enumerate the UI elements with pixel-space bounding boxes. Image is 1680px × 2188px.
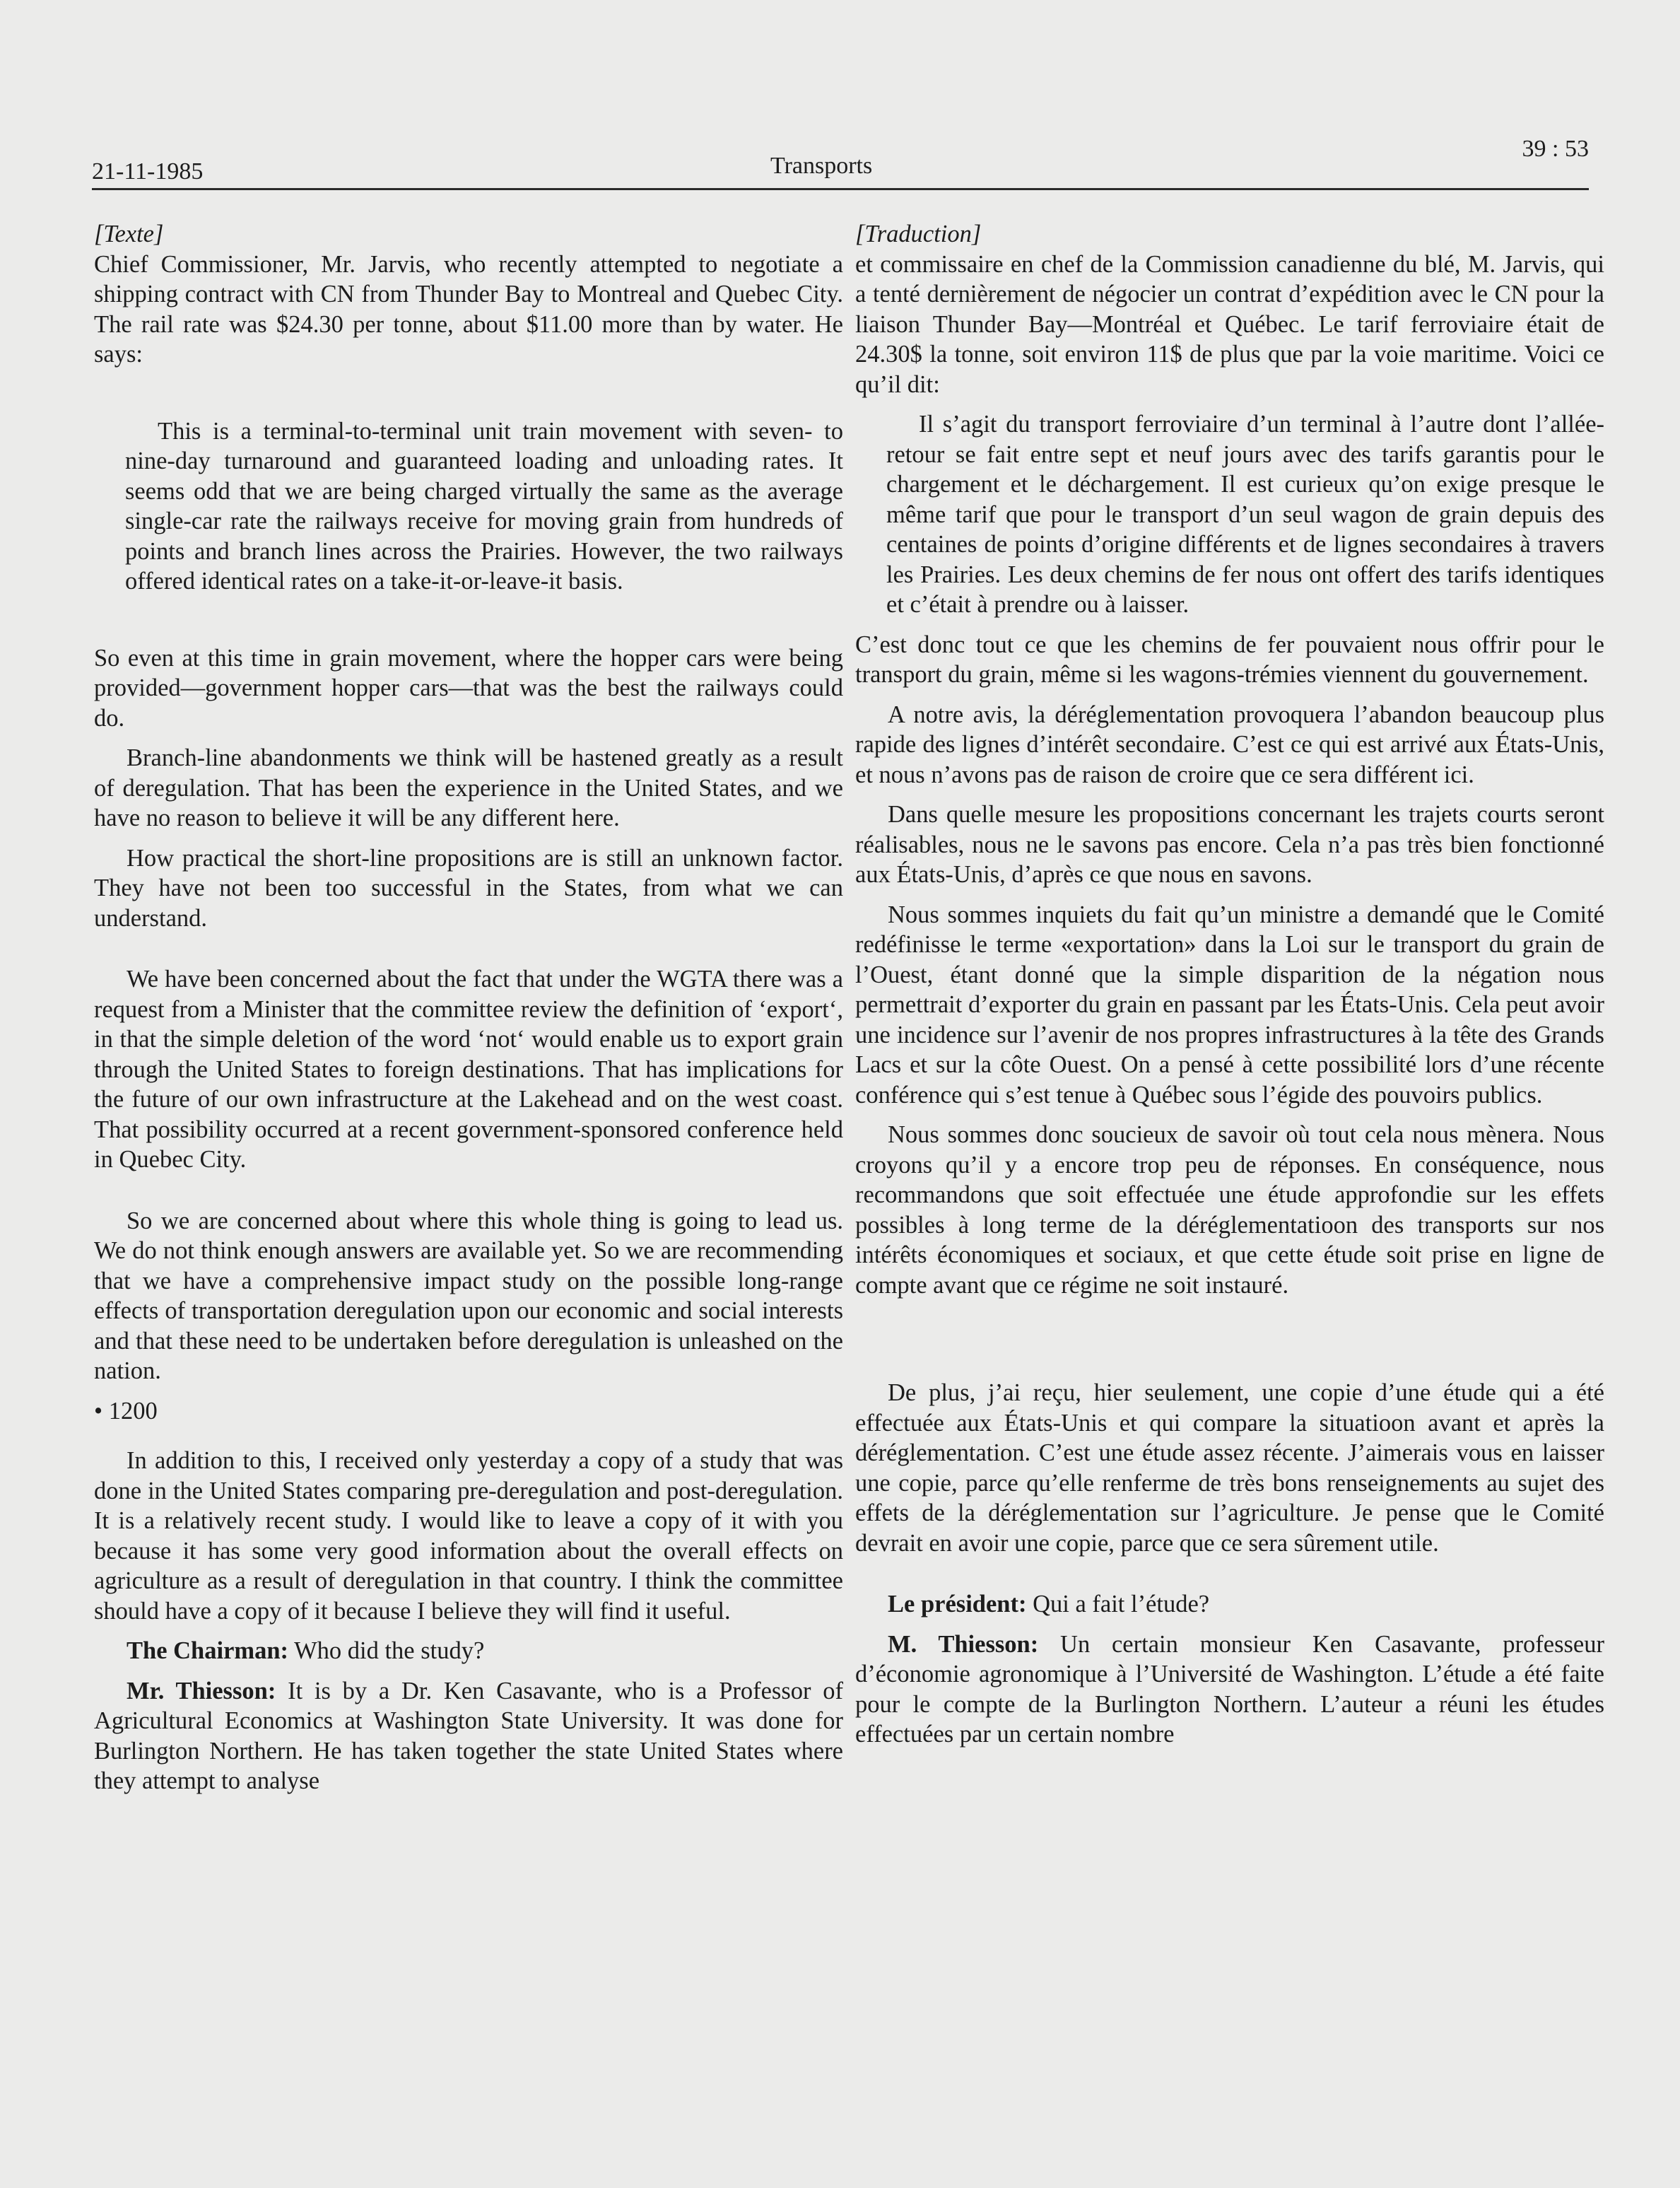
paragraph: C’est donc tout ce que les chemins de fer pouvaient nous offrir pour le transport du grain, même si les wagons-trémies viennent du gouvernement. <box>855 631 1604 688</box>
speaker-name: The Chairman: <box>127 1637 289 1664</box>
speech-text: It is by a Dr. Ken Casavante, who is a Professor of Agricultural Economics at Washington State University. It was done for Burlington Northern. He has taken together the state United States where they attempt to analyse <box>94 1677 843 1794</box>
text-tag: [Texte] <box>94 221 164 247</box>
header-page-number: 39 : 53 <box>1522 136 1589 162</box>
speech-text: Who did the study? <box>288 1637 485 1664</box>
paragraph: So we are concerned about where this whole thing is going to lead us. We do not think enough answers are available yet. So we are recommending that we have a comprehensive impact study on the possible long-range effects of transportation deregulation upon our economic and social interests and that these need to be undertaken before deregulation is unleashed on the nation. <box>94 1207 843 1384</box>
block-quote: This is a terminal-to-terminal unit train movement with seven- to nine-day turnaround and guaranteed loading and unloading rates. It seems odd that we are being charged virtually the same as the average single-car rate the railways receive for moving grain from hundreds of points and branch lines across the Prairies. However, the two railways offered identical rates on a take-it-or-leave-it basis. <box>125 417 843 595</box>
chairman-question <box>855 1589 1604 1620</box>
paragraph: Chief Commissioner, Mr. Jarvis, who recently attempted to negotiate a shipping contract with CN from Thunder Bay to Montreal and Quebec City. The rail rate was $24.30 per tonne, about $11.00 more than by water. He says: <box>94 250 843 368</box>
paragraph: et commissaire en chef de la Commission canadienne du blé, M. Jarvis, qui a tenté dernièrement de négocier un contrat d’expédition avec le CN pour la liaison Thunder Bay—Montréal et Québec. Le tarif ferroviaire était de 24.30$ la tonne, soit environ 11$ de plus que par la voie maritime. Voici ce qu’il dit: <box>855 250 1604 398</box>
chairman-question <box>94 1636 843 1666</box>
page-header <box>92 136 1589 190</box>
english-column <box>94 219 843 1796</box>
paragraph: How practical the short-line propositions are is still an unknown factor. They have not been too successful in the States, from what we can understand. <box>94 844 843 932</box>
paragraph: Branch-line abandonments we think will be hastened greatly as a result of deregulation. That has been the experience in the United States, and we have no reason to believe it will be any different here. <box>94 744 843 831</box>
paragraph: Nous sommes inquiets du fait qu’un ministre a demandé que le Comité redéfinisse le terme «exportation» dans la Loi sur le transport du grain de l’Ouest, étant donné que la simple disparition de la négation nous permettrait d’exporter du grain en passant par les États-Unis. Cela peut avoir une incidence sur l’avenir de nos propres infrastructures à la tête des Grands Lacs et sur la côte Ouest. On a pensé à cette possibilité lors d’une récente conférence qui s’est tenue à Québec sous l’égide des pouvoirs publics. <box>855 901 1604 1108</box>
paragraph: A notre avis, la déréglementation provoquera l’abandon beaucoup plus rapide des lignes d’intérêt secondaire. C’est ce qui est arrivé aux États-Unis, et nous n’avons pas de raison de croire que ce sera différent ici. <box>855 701 1604 788</box>
speech-text: Un certain monsieur Ken Casavante, professeur d’économie agronomique à l’Université de Washington. L’étude a été faite pour le compte de la Burlington Northern. L’auteur a réuni les études effectuées par un certain nombre <box>855 1630 1604 1748</box>
translation-tag: [Traduction] <box>855 221 982 247</box>
speaker-name: M. Thiesson: <box>888 1630 1039 1658</box>
paragraph: So even at this time in grain movement, where the hopper cars were being provided—government hopper cars—that was the best the railways could do. <box>94 644 843 732</box>
block-quote: Il s’agit du transport ferroviaire d’un terminal à l’autre dont l’allée-retour se fait entre sept et neuf jours avec des tarifs garantis pour le chargement et le déchargement. Il est curieux qu’on exige presque le même tarif que pour le transport d’un seul wagon de grain depuis des centaines de points d’origine différents et de lignes secondaires à travers les Prairies. Les deux chemins de fer nous ont offert des tarifs identiques et c’était à prendre ou à laisser. <box>886 411 1604 618</box>
paragraph: Dans quelle mesure les propositions concernant les trajets courts seront réalisables, nous ne le savons pas encore. Cela n’a pas très bien fonctionné aux États-Unis, d’après ce que nous en savons. <box>855 801 1604 888</box>
paragraph: Nous sommes donc soucieux de savoir où tout cela nous mènera. Nous croyons qu’il y a encore trop peu de réponses. En conséquence, nous recommandons que soit effectuée une étude approfondie sur les effets possibles à long terme de la déréglementatioon des transports sur nos intérêts économiques et sociaux, et que cette étude soit prise en ligne de compte avant que ce régime ne soit instauré. <box>855 1121 1604 1299</box>
thiesson-answer <box>94 1676 843 1796</box>
paragraph: De plus, j’ai reçu, hier seulement, une copie d’une étude qui a été effectuée aux États-Unis et qui compare la situatioon avant et après la déréglementation. C’est une étude assez récente. J’aimerais vous en laisser une copie, parce qu’elle renferme de très bons renseignements au sujet des effets de la déréglementation sur l’agriculture. Je pense que le Comité devrait en avoir une copie, parce que ce sera sûrement utile. <box>855 1379 1604 1557</box>
speaker-name: Mr. Thiesson: <box>127 1677 276 1704</box>
thiesson-answer <box>855 1630 1604 1750</box>
speaker-name: Le président: <box>888 1591 1027 1617</box>
header-date: 21-11-1985 <box>92 158 204 185</box>
time-marker: • 1200 <box>94 1397 158 1424</box>
paragraph: We have been concerned about the fact that under the WGTA there was a request from a Minister that the committee review the definition of ‘export‘, in that the simple deletion of the word ‘not‘ would enable us to export grain through the United States to foreign destinations. That has implications for the future of our own infrastructure at the Lakehead and on the west coast. That possibility occurred at a recent government-sponsored conference held in Quebec City. <box>94 966 843 1173</box>
french-column <box>855 219 1604 1750</box>
paragraph: In addition to this, I received only yesterday a copy of a study that was done in the United States comparing pre-deregulation and post-deregulation. It is a relatively recent study. I would like to leave a copy of it with you because it has some very good information about the overall effects on agriculture as a result of deregulation in that country. I think the committee should have a copy of it because I believe they will find it useful. <box>94 1447 843 1625</box>
header-title: Transports <box>770 153 873 179</box>
speech-text: Qui a fait l’étude? <box>1026 1591 1210 1617</box>
